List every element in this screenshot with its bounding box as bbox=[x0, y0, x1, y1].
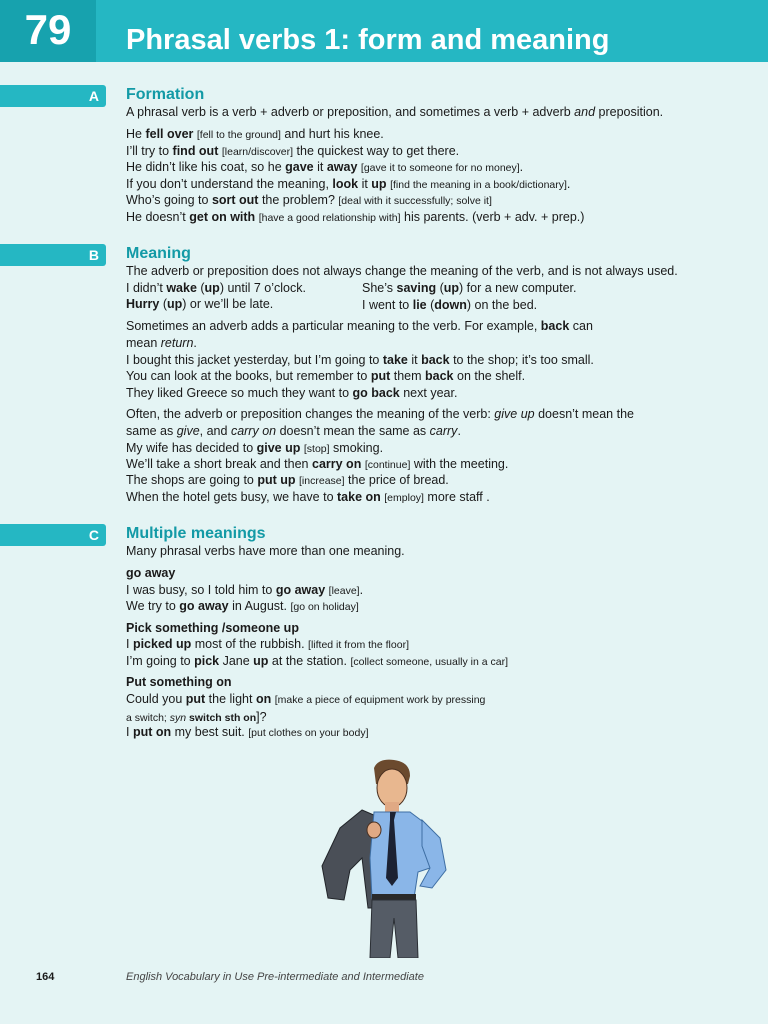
a-example-3: He didn’t like his coat, so he gave it away [gave it to someone for no money]. bbox=[126, 160, 524, 174]
page-title: Phrasal verbs 1: form and meaning bbox=[126, 24, 610, 56]
unit-number-box bbox=[0, 0, 96, 62]
belt-shape bbox=[372, 894, 416, 900]
face-shape bbox=[377, 769, 407, 807]
a-example-4: If you don’t understand the meaning, look it up [find the meaning in a book/dictionary]. bbox=[126, 177, 571, 191]
b-example-11: When the hotel gets busy, we have to take on [employ] more staff . bbox=[126, 490, 490, 504]
page-number: 164 bbox=[36, 971, 55, 983]
a-example-1: He fell over [fell to the ground] and hurt his knee. bbox=[126, 127, 384, 141]
c-example-5b: a switch; syn switch sth on]? bbox=[126, 710, 267, 724]
neck-shape bbox=[385, 802, 399, 812]
b-example-8: My wife has decided to give up [stop] smoking. bbox=[126, 441, 384, 455]
section-b-heading: Meaning bbox=[126, 245, 191, 262]
b-example-5: I bought this jacket yesterday, but I’m going to take it back to the shop; it’s too small. bbox=[126, 353, 594, 367]
c-subheading-2: Pick something /someone up bbox=[126, 621, 299, 635]
c-subheading-3: Put something on bbox=[126, 675, 232, 689]
section-a-letter: A bbox=[88, 88, 99, 104]
c-subheading-1: go away bbox=[126, 566, 176, 580]
man-putting-on-jacket-illustration bbox=[318, 758, 460, 958]
c-example-1: I was busy, so I told him to go away [leave]. bbox=[126, 583, 364, 597]
hand-shape bbox=[367, 822, 381, 838]
b-para-2b: same as give, and carry on doesn’t mean the same as carry. bbox=[126, 424, 461, 438]
c-intro: Many phrasal verbs have more than one meaning. bbox=[126, 544, 405, 558]
a-example-2: I’ll try to find out [learn/discover] the quickest way to get there. bbox=[126, 144, 460, 158]
b-example-1: I didn’t wake (up) until 7 o’clock. bbox=[126, 281, 306, 295]
book-title: English Vocabulary in Use Pre-intermediate and Intermediate bbox=[126, 971, 424, 983]
b-example-6: You can look at the books, but remember to put them back on the shelf. bbox=[126, 369, 526, 383]
b-example-9: We’ll take a short break and then carry on [continue] with the meeting. bbox=[126, 457, 509, 471]
b-example-7: They liked Greece so much they want to go back next year. bbox=[126, 386, 458, 400]
a-intro: A phrasal verb is a verb + adverb or preposition, and sometimes a verb + adverb and preposition. bbox=[126, 105, 664, 119]
section-b-tab bbox=[0, 244, 106, 266]
b-para-1b: mean return. bbox=[126, 336, 197, 350]
unit-header-bar bbox=[0, 0, 768, 62]
a-example-5: Who’s going to sort out the problem? [deal with it successfully; solve it] bbox=[126, 193, 492, 207]
c-example-5a: Could you put the light on [make a piece of equipment work by pressing bbox=[126, 692, 486, 706]
section-c-letter: C bbox=[88, 527, 99, 543]
b-para-1a: Sometimes an adverb adds a particular meaning to the verb. For example, back can bbox=[126, 319, 593, 333]
b-intro: The adverb or preposition does not always change the meaning of the verb, and is not always used. bbox=[126, 264, 678, 278]
section-b-letter: B bbox=[88, 247, 99, 263]
b-example-10: The shops are going to put up [increase] the price of bread. bbox=[126, 473, 449, 487]
trousers-shape bbox=[370, 900, 418, 958]
section-c-heading: Multiple meanings bbox=[126, 525, 266, 542]
section-a-heading: Formation bbox=[126, 86, 205, 103]
section-c-tab bbox=[0, 524, 106, 546]
b-example-4: I went to lie (down) on the bed. bbox=[362, 298, 538, 312]
section-a-tab bbox=[0, 85, 106, 107]
c-example-4: I’m going to pick Jane up at the station. [collect someone, usually in a car] bbox=[126, 654, 509, 668]
b-para-2a: Often, the adverb or preposition changes the meaning of the verb: give up doesn’t mean the bbox=[126, 407, 634, 421]
b-example-2: She’s saving (up) for a new computer. bbox=[362, 281, 577, 295]
b-example-3: Hurry (up) or we’ll be late. bbox=[126, 297, 274, 311]
a-example-6: He doesn’t get on with [have a good relationship with] his parents. (verb + adv. + prep.) bbox=[126, 210, 585, 224]
unit-number: 79 bbox=[24, 6, 72, 53]
c-example-2: We try to go away in August. [go on holiday] bbox=[126, 599, 359, 613]
c-example-3: I picked up most of the rubbish. [lifted it from the floor] bbox=[126, 637, 409, 651]
c-example-6: I put on my best suit. [put clothes on your body] bbox=[126, 725, 369, 739]
